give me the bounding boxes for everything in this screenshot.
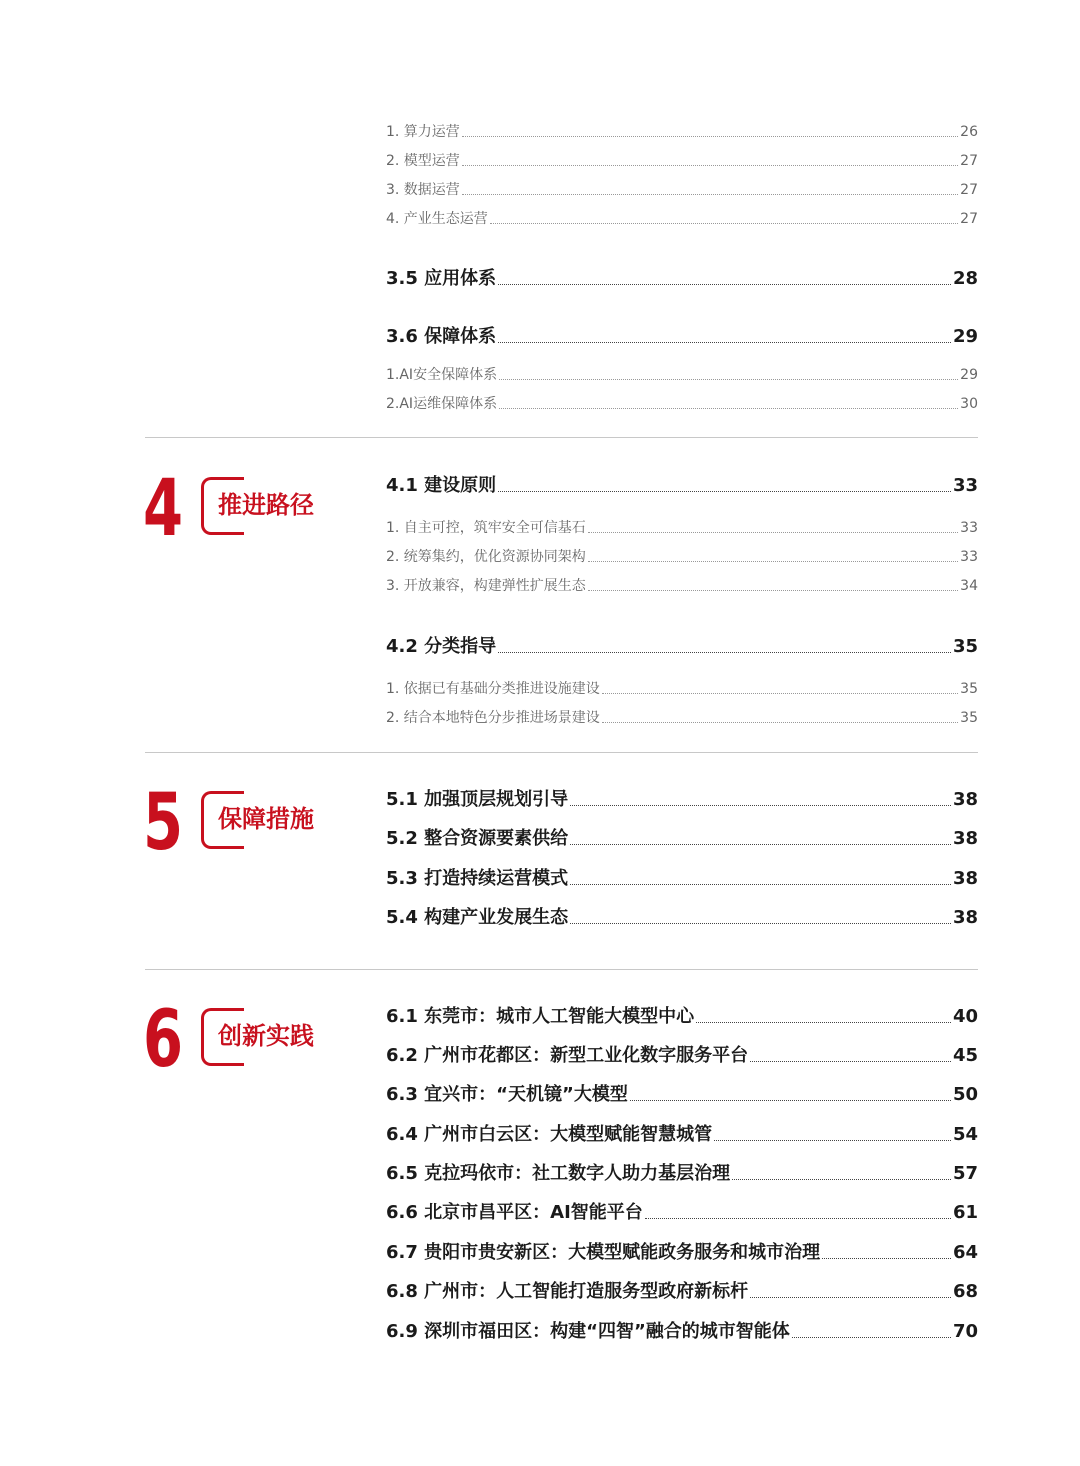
toc-entry[interactable] xyxy=(386,122,978,142)
toc-section-title: 6.9 深圳市福田区：构建“四智”融合的城市智能体 xyxy=(386,1321,790,1342)
toc-section[interactable] xyxy=(386,787,978,813)
toc-section-title: 5.2 整合资源要素供给 xyxy=(386,828,569,849)
toc-entry-page: 29 xyxy=(960,367,978,383)
leader-dots xyxy=(732,1178,951,1180)
chapter-divider xyxy=(145,752,978,753)
chapter-5-title: 保障措施 xyxy=(218,805,314,833)
toc-section-title: 5.1 加强顶层规划引导 xyxy=(386,789,569,810)
leader-dots xyxy=(588,560,958,562)
toc-section-title: 3.5 应用体系 xyxy=(386,268,497,289)
leader-dots xyxy=(499,407,958,409)
toc-entry[interactable] xyxy=(386,394,978,414)
toc-entry-page: 33 xyxy=(960,520,978,536)
toc-entry[interactable] xyxy=(386,518,978,538)
leader-dots xyxy=(498,283,951,285)
toc-section-page: 29 xyxy=(952,326,978,347)
toc-entry-page: 33 xyxy=(960,549,978,565)
toc-entry-page: 35 xyxy=(960,710,978,726)
toc-section-page: 64 xyxy=(952,1242,978,1263)
toc-entry-title: 1. 算力运营 xyxy=(386,124,460,140)
leader-dots xyxy=(822,1257,951,1259)
toc-section-page: 68 xyxy=(952,1281,978,1302)
toc-section-title: 6.4 广州市白云区：大模型赋能智慧城管 xyxy=(386,1124,713,1145)
toc-section-title: 6.8 广州市：人工智能打造服务型政府新标杆 xyxy=(386,1281,749,1302)
leader-dots xyxy=(750,1296,951,1298)
leader-dots xyxy=(696,1021,951,1023)
toc-section-title: 6.2 广州市花都区：新型工业化数字服务平台 xyxy=(386,1045,749,1066)
toc-section-page: 70 xyxy=(952,1321,978,1342)
toc-section-page: 45 xyxy=(952,1045,978,1066)
toc-section-3-6[interactable] xyxy=(386,324,978,350)
leader-dots xyxy=(714,1139,951,1141)
leader-dots xyxy=(570,843,951,845)
toc-section[interactable] xyxy=(386,1004,978,1030)
toc-section-page: 38 xyxy=(952,789,978,810)
toc-entry-page: 26 xyxy=(960,124,978,140)
leader-dots xyxy=(570,922,951,924)
toc-section-title: 6.7 贵阳市贵安新区：大模型赋能政务服务和城市治理 xyxy=(386,1242,821,1263)
toc-section-3-5[interactable] xyxy=(386,266,978,292)
toc-section-page: 50 xyxy=(952,1084,978,1105)
toc-section-page: 33 xyxy=(952,475,978,496)
toc-section-title: 6.5 克拉玛依市：社工数字人助力基层治理 xyxy=(386,1163,731,1184)
chapter-divider xyxy=(145,969,978,970)
toc-entry-title: 1. 依据已有基础分类推进设施建设 xyxy=(386,681,600,697)
toc-entry-page: 35 xyxy=(960,681,978,697)
toc-entry-title: 1.AI安全保障体系 xyxy=(386,367,498,383)
toc-section[interactable] xyxy=(386,866,978,892)
toc-entry-page: 27 xyxy=(960,182,978,198)
toc-section-title: 3.6 保障体系 xyxy=(386,326,497,347)
chapter-6-title: 创新实践 xyxy=(218,1022,314,1050)
leader-dots xyxy=(588,531,958,533)
leader-dots xyxy=(490,222,958,224)
toc-entry-page: 34 xyxy=(960,578,978,594)
chapter-5-title-box xyxy=(201,791,327,849)
toc-section-page: 38 xyxy=(952,907,978,928)
leader-dots xyxy=(570,883,951,885)
toc-entry-title: 3. 数据运营 xyxy=(386,182,460,198)
toc-entry[interactable] xyxy=(386,708,978,728)
toc-entry[interactable] xyxy=(386,209,978,229)
toc-section-page: 57 xyxy=(952,1163,978,1184)
toc-entry-title: 1. 自主可控，筑牢安全可信基石 xyxy=(386,520,586,536)
toc-section-title: 6.3 宜兴市：“天机镜”大模型 xyxy=(386,1084,628,1105)
leader-dots xyxy=(570,804,951,806)
toc-entry-page: 27 xyxy=(960,153,978,169)
toc-entry[interactable] xyxy=(386,679,978,699)
toc-section-page: 40 xyxy=(952,1006,978,1027)
leader-dots xyxy=(630,1099,951,1101)
toc-section[interactable] xyxy=(386,826,978,852)
toc-entry[interactable] xyxy=(386,547,978,567)
chapter-divider xyxy=(145,437,978,438)
leader-dots xyxy=(462,193,958,195)
toc-entry[interactable] xyxy=(386,151,978,171)
toc-entry-title: 3. 开放兼容，构建弹性扩展生态 xyxy=(386,578,586,594)
toc-section-page: 38 xyxy=(952,828,978,849)
toc-section[interactable] xyxy=(386,1122,978,1148)
leader-dots xyxy=(462,135,958,137)
toc-section-title: 4.2 分类指导 xyxy=(386,636,497,657)
chapter-6-title-box xyxy=(201,1008,327,1066)
toc-section-title: 5.3 打造持续运营模式 xyxy=(386,868,569,889)
toc-section-title: 6.1 东莞市：城市人工智能大模型中心 xyxy=(386,1006,695,1027)
toc-entry-page: 27 xyxy=(960,211,978,227)
toc-section[interactable] xyxy=(386,1200,978,1226)
toc-section[interactable] xyxy=(386,905,978,931)
leader-dots xyxy=(602,692,958,694)
leader-dots xyxy=(588,589,958,591)
leader-dots xyxy=(645,1217,951,1219)
toc-section-page: 61 xyxy=(952,1202,978,1223)
toc-entry-title: 4. 产业生态运营 xyxy=(386,211,488,227)
toc-section[interactable] xyxy=(386,1279,978,1305)
chapter-5-number: 5 xyxy=(143,778,184,868)
leader-dots xyxy=(499,378,958,380)
toc-section-page: 54 xyxy=(952,1124,978,1145)
toc-section-title: 5.4 构建产业发展生态 xyxy=(386,907,569,928)
toc-entry[interactable] xyxy=(386,365,978,385)
leader-dots xyxy=(792,1336,951,1338)
toc-section-page: 38 xyxy=(952,868,978,889)
toc-entry-title: 2. 模型运营 xyxy=(386,153,460,169)
toc-entry[interactable] xyxy=(386,576,978,596)
leader-dots xyxy=(750,1060,951,1062)
toc-entry-title: 2. 统筹集约，优化资源协同架构 xyxy=(386,549,586,565)
leader-dots xyxy=(602,721,958,723)
chapter-4-number: 4 xyxy=(143,464,184,554)
chapter-6-number: 6 xyxy=(143,995,184,1085)
toc-section-title: 4.1 建设原则 xyxy=(386,475,497,496)
toc-section[interactable] xyxy=(386,1082,978,1108)
toc-section-4-2[interactable] xyxy=(386,634,978,660)
toc-section[interactable] xyxy=(386,1043,978,1069)
toc-section-4-1[interactable] xyxy=(386,473,978,499)
chapter-4-title: 推进路径 xyxy=(218,491,314,519)
toc-entry-title: 2. 结合本地特色分步推进场景建设 xyxy=(386,710,600,726)
toc-section-title: 6.6 北京市昌平区：AI智能平台 xyxy=(386,1202,643,1223)
leader-dots xyxy=(498,341,951,343)
toc-section[interactable] xyxy=(386,1319,978,1345)
leader-dots xyxy=(462,164,958,166)
toc-entry-title: 2.AI运维保障体系 xyxy=(386,396,498,412)
chapter-4-title-box xyxy=(201,477,327,535)
toc-entry-page: 30 xyxy=(960,396,978,412)
leader-dots xyxy=(498,651,951,653)
leader-dots xyxy=(498,490,951,492)
toc-section-page: 35 xyxy=(952,636,978,657)
toc-section-page: 28 xyxy=(952,268,978,289)
toc-section[interactable] xyxy=(386,1161,978,1187)
toc-entry[interactable] xyxy=(386,180,978,200)
toc-section[interactable] xyxy=(386,1240,978,1266)
